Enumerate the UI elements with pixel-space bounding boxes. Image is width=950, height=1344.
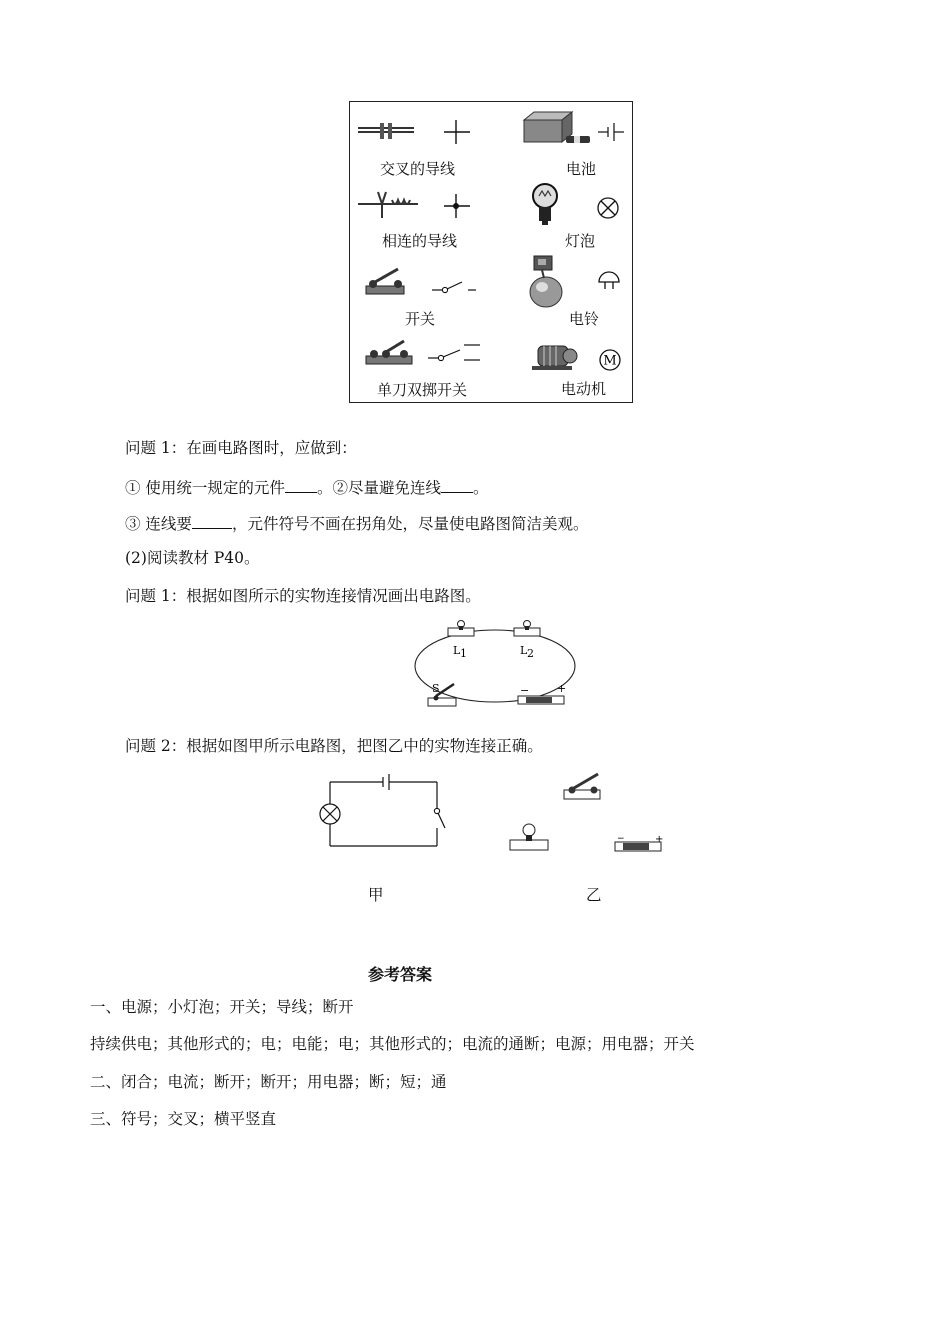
crossed-wires-real-icon [356,122,416,142]
battery-icon [598,122,626,142]
motor-icon [598,348,622,372]
blank-answer[interactable] [441,478,473,493]
label-l1: L [453,644,461,657]
circuit-diagram-jia [318,774,448,850]
bell-real-icon [528,254,568,310]
figure-label-jia: 甲 [368,886,384,904]
spdt-switch-real-icon [364,338,416,368]
symbol-label-motor: 电动机 [561,380,607,398]
q2-heading: 问题 2：根据如图甲所示电路图，把图乙中的实物连接正确。 [125,737,543,755]
bulb-icon [596,196,620,220]
real-bulb-icon [508,822,552,854]
connected-wires-icon [442,192,472,222]
svg-text:+: + [655,834,664,845]
crossed-wires-icon [442,118,472,148]
answer-line: 三、符号；交叉；横平竖直 [90,1110,277,1128]
svg-text:M: M [603,353,617,369]
symbol-label-bell: 电铃 [569,310,600,328]
symbol-label-bulb: 灯泡 [565,232,596,250]
q1-heading: 问题 1：在画电路图时，应做到： [125,439,357,457]
q1-item-1: ① 使用统一规定的元件 。②尽量避免连线 。 [125,479,489,497]
real-switch-icon [562,772,606,802]
bulb-l2-icon [514,621,540,637]
answer-line: 二、闭合；电流；断开；断开；用电器；断；短；通 [90,1073,447,1091]
real-battery-icon [613,834,665,854]
figure-label-yi: 乙 [586,886,602,904]
symbol-label-spdt-switch: 单刀双掷开关 [377,381,468,399]
q1-item-3: ③ 连线要 ，元件符号不画在拐角处，尽量使电路图简洁美观。 [125,515,589,533]
spdt-switch-icon [428,342,484,366]
label-l1-sub: 1 [460,647,467,660]
bulb-l1-icon [448,621,474,637]
blank-answer[interactable] [285,478,317,493]
battery-real-icon [518,696,564,704]
symbol-label-battery: 电池 [566,160,597,178]
answer-line: 一、电源；小灯泡；开关；导线；断开 [90,998,354,1016]
label-s: S [432,682,440,695]
q1b-heading: 问题 1：根据如图所示的实物连接情况画出电路图。 [125,587,481,605]
switch-real-icon [364,266,408,296]
switch-icon [432,280,478,294]
circuit-figure-1 [410,620,580,712]
svg-text:−: − [617,834,625,844]
symbol-label-connected-wires: 相连的导线 [382,232,458,250]
symbol-label-crossed-wires: 交叉的导线 [380,160,456,178]
label-plus: + [557,682,567,695]
battery-real-icon [522,110,594,150]
bulb-real-icon [530,182,560,228]
blank-answer[interactable] [192,514,232,529]
connected-wires-real-icon [356,190,420,220]
label-l2: L [520,644,528,657]
symbol-label-switch: 开关 [405,310,436,328]
answers-title: 参考答案 [368,965,433,984]
label-l2-sub: 2 [527,647,534,660]
label-minus: − [520,684,530,697]
bell-icon [596,266,622,290]
motor-real-icon [530,342,578,372]
symbol-table [349,101,633,403]
answer-line: 持续供电；其他形式的；电；电能；电；其他形式的；电流的通断；电源；用电器；开关 [90,1035,695,1053]
read-textbook: (2)阅读教材 P40。 [125,549,260,567]
